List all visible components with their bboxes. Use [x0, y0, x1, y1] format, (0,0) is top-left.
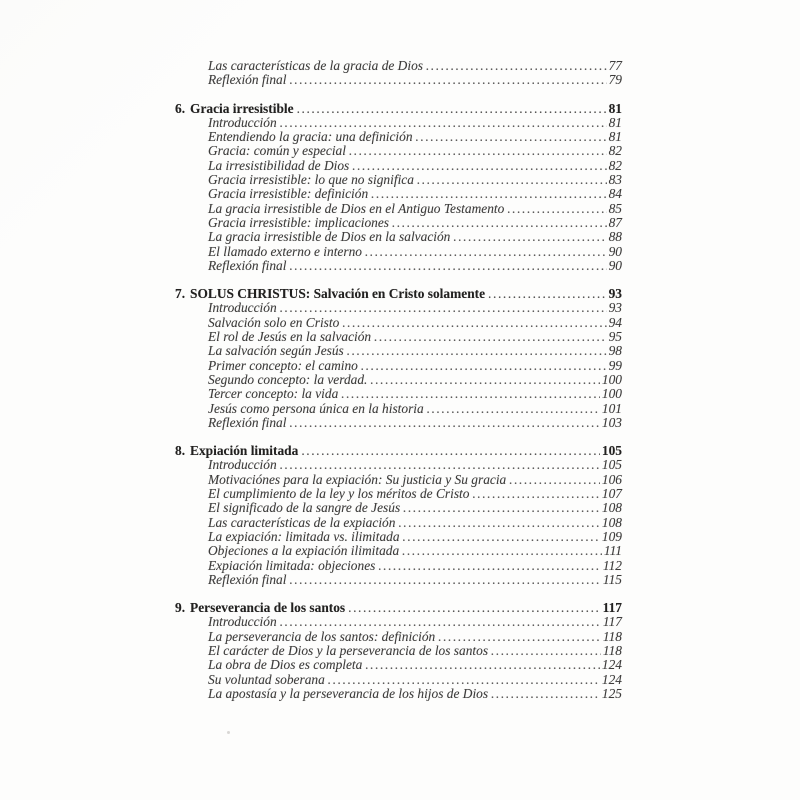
toc-item-title: Introducción — [208, 300, 277, 316]
toc-item-title: La gracia irresistible de Dios en la salvación — [208, 229, 451, 245]
toc-item-title: Su voluntad soberana — [208, 671, 325, 687]
toc-item-title: Motivaciónes para la expiación: Su justicia y Su gracia — [208, 471, 507, 487]
dot-leader — [402, 544, 602, 558]
toc-chapter-number: 9. — [175, 600, 186, 616]
dot-leader — [472, 487, 599, 501]
toc-page-number: 124 — [601, 657, 622, 673]
toc-item-title: La perseverancia de los santos: definición — [208, 628, 436, 644]
toc-page-number: 100 — [601, 386, 622, 402]
toc-page-number: 87 — [608, 214, 622, 230]
toc-page-number: 77 — [608, 58, 622, 73]
dot-leader — [301, 444, 600, 458]
dot-leader — [491, 687, 600, 701]
toc-item-row — [175, 216, 622, 230]
toc-item-title: El carácter de Dios y la perseverancia de los santos — [208, 642, 489, 658]
toc-item-row — [175, 159, 622, 173]
toc-page-number: 111 — [603, 543, 622, 559]
toc-item-row — [175, 658, 622, 672]
dot-leader — [371, 187, 606, 201]
toc-item-row — [175, 473, 622, 487]
toc-item-row — [175, 59, 622, 73]
toc-item-title: El llamado externo e interno — [208, 243, 362, 259]
toc-item-row — [175, 330, 622, 344]
dot-leader — [280, 458, 600, 472]
toc-page-number: 93 — [608, 286, 622, 302]
toc-item-title: Reflexión final — [208, 257, 287, 273]
toc-page-number: 107 — [601, 486, 622, 502]
toc-item-title: Las características de la expiación — [208, 514, 396, 530]
toc-item-title: Gracia irresistible: definición — [208, 186, 369, 202]
dot-leader — [374, 330, 606, 344]
scan-speckle — [227, 731, 230, 734]
dot-leader — [488, 287, 607, 301]
toc-item-row — [175, 245, 622, 259]
toc-page-number: 117 — [602, 600, 622, 616]
dot-leader — [352, 159, 606, 173]
dot-leader — [509, 473, 600, 487]
toc-page-number: 82 — [608, 143, 622, 159]
toc-page-number: 105 — [601, 457, 622, 473]
toc-page-number: 84 — [608, 186, 622, 202]
toc-item-title: La irresistibilidad de Dios — [208, 157, 350, 173]
toc-item-row — [175, 230, 622, 244]
toc-page-number: 117 — [602, 614, 622, 630]
toc-page-number: 93 — [608, 300, 622, 316]
dot-leader — [365, 658, 600, 672]
dot-leader — [491, 644, 601, 658]
dot-leader — [403, 530, 600, 544]
toc-page-number: 85 — [608, 200, 622, 216]
toc-page-number: 101 — [601, 400, 622, 416]
toc-chapter-title: Perseverancia de los santos — [190, 600, 346, 616]
toc-item-title: Introducción — [208, 457, 277, 473]
dot-leader — [416, 130, 607, 144]
dot-leader — [328, 673, 600, 687]
toc-item-title: El rol de Jesús en la salvación — [208, 329, 372, 345]
toc-page-number: 99 — [608, 357, 622, 373]
toc-item-row — [175, 316, 622, 330]
toc-chapter-title: Expiación limitada — [190, 443, 299, 459]
toc-item-row — [175, 202, 622, 216]
toc-page-number: 109 — [601, 528, 622, 544]
toc-item-row — [175, 402, 622, 416]
toc-item-row — [175, 301, 622, 315]
dot-leader — [289, 259, 606, 273]
dot-leader — [289, 416, 599, 430]
toc-chapter-title: SOLUS CHRISTUS: Salvación en Cristo solamente — [190, 286, 486, 302]
table-of-contents — [175, 59, 622, 701]
toc-item-title: La gracia irresistible de Dios en el Antiguo Testamento — [208, 200, 505, 216]
toc-item-title: Expiación limitada: objeciones — [208, 557, 376, 573]
toc-section — [175, 59, 622, 88]
dot-leader — [280, 615, 601, 629]
toc-item-row — [175, 516, 622, 530]
toc-item-row — [175, 259, 622, 273]
dot-leader — [347, 344, 607, 358]
toc-page-number: 108 — [601, 514, 622, 530]
toc-item-row — [175, 130, 622, 144]
toc-page-number: 82 — [608, 157, 622, 173]
toc-item-row — [175, 630, 622, 644]
toc-chapter-row — [175, 102, 622, 116]
toc-chapter-number: 8. — [175, 443, 186, 459]
dot-leader — [361, 359, 607, 373]
toc-item-row — [175, 387, 622, 401]
toc-item-title: El cumplimiento de la ley y los méritos de Cristo — [208, 486, 470, 502]
toc-chapter-number: 6. — [175, 100, 186, 116]
toc-item-title: La apostasía y la perseverancia de los hijos de Dios — [208, 685, 489, 701]
toc-page-number: 105 — [601, 443, 622, 459]
toc-item-title: Reflexión final — [208, 414, 287, 430]
toc-item-title: La expiación: limitada vs. ilimitada — [208, 528, 400, 544]
dot-leader — [392, 216, 607, 230]
toc-page-number: 103 — [601, 414, 622, 430]
toc-page-number: 79 — [608, 72, 622, 88]
dot-leader — [365, 245, 607, 259]
toc-item-row — [175, 144, 622, 158]
dot-leader — [342, 316, 606, 330]
dot-leader — [289, 73, 606, 87]
toc-item-row — [175, 615, 622, 629]
toc-item-title: Introducción — [208, 614, 277, 630]
toc-item-row — [175, 687, 622, 701]
dot-leader — [438, 630, 601, 644]
toc-item-title: Las características de la gracia de Dios — [208, 58, 423, 73]
toc-item-title: La salvación según Jesús — [208, 343, 344, 359]
toc-chapter-row — [175, 601, 622, 615]
dot-leader — [417, 173, 607, 187]
toc-page-number: 118 — [602, 642, 622, 658]
toc-item-row — [175, 73, 622, 87]
dot-leader — [453, 230, 606, 244]
toc-item-row — [175, 573, 622, 587]
toc-item-row — [175, 373, 622, 387]
toc-page-number: 106 — [601, 471, 622, 487]
toc-page-number: 115 — [602, 571, 622, 587]
toc-section — [175, 102, 622, 274]
dot-leader — [427, 402, 600, 416]
toc-item-row — [175, 530, 622, 544]
toc-item-row — [175, 458, 622, 472]
toc-page-number: 118 — [602, 628, 622, 644]
dot-leader — [378, 559, 601, 573]
dot-leader — [297, 102, 607, 116]
toc-item-title: Salvación solo en Cristo — [208, 314, 340, 330]
toc-item-title: Gracia irresistible: implicaciones — [208, 214, 389, 230]
toc-page-number: 95 — [608, 329, 622, 345]
toc-item-title: La obra de Dios es completa — [208, 657, 363, 673]
toc-item-row — [175, 487, 622, 501]
dot-leader — [370, 373, 600, 387]
toc-item-row — [175, 187, 622, 201]
toc-item-row — [175, 359, 622, 373]
toc-item-title: Primer concepto: el camino — [208, 357, 358, 373]
toc-item-title: Tercer concepto: la vida — [208, 386, 339, 402]
toc-page-number: 81 — [608, 100, 622, 116]
dot-leader — [280, 301, 607, 315]
toc-item-title: Reflexión final — [208, 571, 287, 587]
toc-item-title: El significado de la sangre de Jesús — [208, 500, 401, 516]
toc-chapter-row — [175, 444, 622, 458]
toc-item-title: Objeciones a la expiación ilimitada — [208, 543, 400, 559]
dot-leader — [403, 501, 600, 515]
toc-page-number: 112 — [602, 557, 622, 573]
toc-item-title: Jesús como persona única en la historia — [208, 400, 424, 416]
dot-leader — [426, 59, 607, 73]
toc-item-row — [175, 173, 622, 187]
toc-page-number: 88 — [608, 229, 622, 245]
toc-item-row — [175, 501, 622, 515]
toc-item-title: Reflexión final — [208, 72, 287, 88]
toc-page-number: 124 — [601, 671, 622, 687]
dot-leader — [507, 202, 606, 216]
toc-item-row — [175, 416, 622, 430]
dot-leader — [280, 116, 607, 130]
dot-leader — [341, 387, 600, 401]
dot-leader — [348, 601, 601, 615]
toc-chapter-row — [175, 287, 622, 301]
toc-item-title: Segundo concepto: la verdad. — [208, 371, 368, 387]
toc-page-number: 81 — [608, 114, 622, 130]
toc-page-number: 90 — [608, 257, 622, 273]
dot-leader — [349, 144, 607, 158]
toc-section — [175, 444, 622, 587]
toc-item-row — [175, 344, 622, 358]
toc-item-title: Gracia irresistible: lo que no significa — [208, 172, 414, 188]
toc-page-number: 108 — [601, 500, 622, 516]
toc-item-row — [175, 673, 622, 687]
dot-leader — [289, 573, 600, 587]
toc-item-title: Entendiendo la gracia: una definición — [208, 129, 413, 145]
toc-page-number: 83 — [608, 172, 622, 188]
toc-item-row — [175, 544, 622, 558]
toc-page-number: 90 — [608, 243, 622, 259]
toc-section — [175, 287, 622, 430]
toc-chapter-title: Gracia irresistible — [190, 100, 294, 116]
toc-chapter-number: 7. — [175, 286, 186, 302]
toc-page-number: 125 — [601, 685, 622, 701]
toc-item-row — [175, 116, 622, 130]
toc-page-number: 81 — [608, 129, 622, 145]
toc-item-row — [175, 644, 622, 658]
toc-item-title: Introducción — [208, 114, 277, 130]
toc-page-number: 98 — [608, 343, 622, 359]
toc-section — [175, 601, 622, 701]
toc-item-title: Gracia: común y especial — [208, 143, 346, 159]
toc-item-row — [175, 559, 622, 573]
toc-page-number: 94 — [608, 314, 622, 330]
toc-page-number: 100 — [601, 371, 622, 387]
dot-leader — [398, 516, 599, 530]
